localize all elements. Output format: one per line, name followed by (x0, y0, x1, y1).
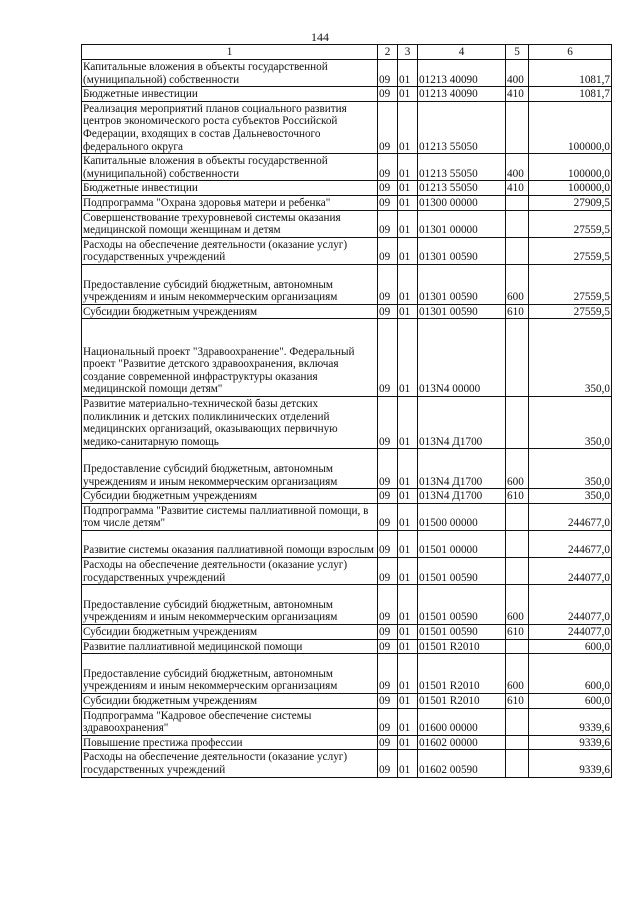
row-amount: 9339,6 (529, 708, 612, 735)
row-amount: 600,0 (529, 654, 612, 694)
row-expense-type: 600 (506, 654, 529, 694)
row-expense-type: 600 (506, 449, 529, 489)
row-subsection: 01 (398, 60, 418, 87)
row-section: 09 (378, 449, 398, 489)
row-amount: 600,0 (529, 639, 612, 654)
row-target-code: 013N4 Д1700 (418, 396, 506, 448)
row-name: Предоставление субсидий бюджетным, автономным учреждениям и иным некоммерческим организациям (82, 264, 378, 304)
row-name: Развитие паллиативной медицинской помощи (82, 639, 378, 654)
row-expense-type (506, 101, 529, 153)
row-amount: 9339,6 (529, 735, 612, 750)
table-row (82, 625, 612, 640)
row-target-code: 01301 00590 (418, 304, 506, 319)
row-name: Субсидии бюджетным учреждениям (82, 694, 378, 709)
row-target-code: 01602 00590 (418, 750, 506, 777)
page-number: 144 (311, 30, 329, 44)
row-target-code: 01213 55050 (418, 181, 506, 196)
row-target-code: 01500 00000 (418, 503, 506, 530)
table-row (82, 210, 612, 237)
row-name: Развитие материально-технической базы детских поликлиник и детских поликлинических отделений медицинских организаций, оказывающих первичную медико-санитарную помощь (82, 396, 378, 448)
row-name: Национальный проект "Здравоохранение". Федеральный проект "Развитие детского здравоохранения, включая создание современной инфраструктуры оказания медицинской помощи детям" (82, 319, 378, 397)
row-target-code: 01213 55050 (418, 154, 506, 181)
row-subsection: 01 (398, 154, 418, 181)
row-target-code: 013N4 Д1700 (418, 489, 506, 504)
row-section: 09 (378, 489, 398, 504)
row-target-code: 01301 00000 (418, 210, 506, 237)
col-header-amount: 6 (529, 45, 612, 60)
row-section: 09 (378, 154, 398, 181)
row-section: 09 (378, 694, 398, 709)
row-section: 09 (378, 503, 398, 530)
row-amount: 244077,0 (529, 625, 612, 640)
row-subsection: 01 (398, 87, 418, 102)
row-name: Предоставление субсидий бюджетным, автономным учреждениям и иным некоммерческим организациям (82, 585, 378, 625)
row-section: 09 (378, 60, 398, 87)
row-amount: 9339,6 (529, 750, 612, 777)
row-subsection: 01 (398, 210, 418, 237)
row-name: Подпрограмма "Развитие системы паллиативной помощи, в том числе детям" (82, 503, 378, 530)
row-amount: 100000,0 (529, 181, 612, 196)
row-target-code: 01501 00590 (418, 585, 506, 625)
table-row (82, 558, 612, 585)
row-name: Расходы на обеспечение деятельности (оказание услуг) государственных учреждений (82, 750, 378, 777)
row-name: Субсидии бюджетным учреждениям (82, 489, 378, 504)
row-section: 09 (378, 750, 398, 777)
row-subsection: 01 (398, 396, 418, 448)
row-name: Капитальные вложения в объекты государственной (муниципальной) собственности (82, 60, 378, 87)
table-row (82, 319, 612, 397)
row-expense-type (506, 530, 529, 557)
table-row (82, 708, 612, 735)
row-section: 09 (378, 181, 398, 196)
row-subsection: 01 (398, 735, 418, 750)
row-target-code: 01501 R2010 (418, 639, 506, 654)
row-name: Бюджетные инвестиции (82, 181, 378, 196)
row-name: Расходы на обеспечение деятельности (оказание услуг) государственных учреждений (82, 558, 378, 585)
row-target-code: 01213 55050 (418, 101, 506, 153)
row-subsection: 01 (398, 101, 418, 153)
row-amount: 27559,5 (529, 304, 612, 319)
row-section: 09 (378, 654, 398, 694)
col-header-target-code: 4 (418, 45, 506, 60)
col-header-subsection: 3 (398, 45, 418, 60)
row-target-code: 01501 R2010 (418, 694, 506, 709)
row-name: Расходы на обеспечение деятельности (оказание услуг) государственных учреждений (82, 237, 378, 264)
row-subsection: 01 (398, 304, 418, 319)
row-expense-type: 600 (506, 264, 529, 304)
row-amount: 100000,0 (529, 101, 612, 153)
row-name: Капитальные вложения в объекты государственной (муниципальной) собственности (82, 154, 378, 181)
row-expense-type (506, 237, 529, 264)
row-subsection: 01 (398, 694, 418, 709)
row-target-code: 013N4 Д1700 (418, 449, 506, 489)
row-expense-type (506, 708, 529, 735)
row-target-code: 01501 00590 (418, 625, 506, 640)
row-subsection: 01 (398, 558, 418, 585)
row-expense-type: 610 (506, 694, 529, 709)
table-row (82, 750, 612, 777)
row-expense-type (506, 396, 529, 448)
row-subsection: 01 (398, 708, 418, 735)
row-expense-type: 610 (506, 489, 529, 504)
row-amount: 100000,0 (529, 154, 612, 181)
row-name: Реализация мероприятий планов социального развития центров экономического роста субъектов Российской Федерации, входящих в состав Дальневосточного федерального округа (82, 101, 378, 153)
row-subsection: 01 (398, 625, 418, 640)
row-amount: 350,0 (529, 396, 612, 448)
row-target-code: 01300 00000 (418, 195, 506, 210)
row-expense-type: 400 (506, 60, 529, 87)
row-amount: 27559,5 (529, 264, 612, 304)
row-expense-type (506, 210, 529, 237)
table-row (82, 639, 612, 654)
row-amount: 27559,5 (529, 210, 612, 237)
row-section: 09 (378, 708, 398, 735)
table-row (82, 396, 612, 448)
table-row (82, 181, 612, 196)
row-subsection: 01 (398, 503, 418, 530)
table-row (82, 694, 612, 709)
table-row (82, 503, 612, 530)
row-target-code: 01501 00000 (418, 530, 506, 557)
row-expense-type (506, 558, 529, 585)
col-header-section: 2 (378, 45, 398, 60)
row-subsection: 01 (398, 195, 418, 210)
row-name: Субсидии бюджетным учреждениям (82, 304, 378, 319)
table-row (82, 735, 612, 750)
table-row (82, 449, 612, 489)
row-expense-type (506, 735, 529, 750)
row-name: Бюджетные инвестиции (82, 87, 378, 102)
row-section: 09 (378, 585, 398, 625)
table-row (82, 530, 612, 557)
row-subsection: 01 (398, 750, 418, 777)
table-row (82, 87, 612, 102)
row-amount: 1081,7 (529, 60, 612, 87)
row-target-code: 01602 00000 (418, 735, 506, 750)
row-subsection: 01 (398, 319, 418, 397)
row-name: Подпрограмма "Охрана здоровья матери и ребенка" (82, 195, 378, 210)
row-target-code: 01501 R2010 (418, 654, 506, 694)
row-expense-type (506, 750, 529, 777)
row-subsection: 01 (398, 585, 418, 625)
row-section: 09 (378, 319, 398, 397)
col-header-expense-type: 5 (506, 45, 529, 60)
row-subsection: 01 (398, 237, 418, 264)
row-section: 09 (378, 101, 398, 153)
row-section: 09 (378, 237, 398, 264)
table-row (82, 101, 612, 153)
row-expense-type: 400 (506, 154, 529, 181)
row-section: 09 (378, 195, 398, 210)
row-name: Субсидии бюджетным учреждениям (82, 625, 378, 640)
row-target-code: 01501 00590 (418, 558, 506, 585)
row-section: 09 (378, 639, 398, 654)
row-expense-type: 600 (506, 585, 529, 625)
row-name: Предоставление субсидий бюджетным, автономным учреждениям и иным некоммерческим организациям (82, 654, 378, 694)
row-expense-type (506, 503, 529, 530)
row-target-code: 01600 00000 (418, 708, 506, 735)
row-expense-type: 610 (506, 625, 529, 640)
col-header-name: 1 (82, 45, 378, 60)
row-amount: 1081,7 (529, 87, 612, 102)
row-subsection: 01 (398, 264, 418, 304)
table-row (82, 489, 612, 504)
row-section: 09 (378, 530, 398, 557)
table-row (82, 654, 612, 694)
row-target-code: 01301 00590 (418, 237, 506, 264)
row-amount: 350,0 (529, 489, 612, 504)
table-row (82, 195, 612, 210)
row-section: 09 (378, 264, 398, 304)
row-name: Предоставление субсидий бюджетным, автономным учреждениям и иным некоммерческим организациям (82, 449, 378, 489)
row-name: Развитие системы оказания паллиативной помощи взрослым (82, 530, 378, 557)
row-amount: 27909,5 (529, 195, 612, 210)
row-expense-type: 610 (506, 304, 529, 319)
budget-table (81, 44, 612, 778)
row-amount: 350,0 (529, 449, 612, 489)
row-section: 09 (378, 558, 398, 585)
row-subsection: 01 (398, 449, 418, 489)
row-amount: 600,0 (529, 694, 612, 709)
row-subsection: 01 (398, 181, 418, 196)
table-row (82, 60, 612, 87)
row-section: 09 (378, 304, 398, 319)
column-number-header (82, 45, 612, 60)
row-target-code: 01213 40090 (418, 87, 506, 102)
row-target-code: 01301 00590 (418, 264, 506, 304)
table-row (82, 585, 612, 625)
row-name: Подпрограмма "Кадровое обеспечение системы здравоохранения" (82, 708, 378, 735)
row-amount: 27559,5 (529, 237, 612, 264)
row-amount: 244677,0 (529, 530, 612, 557)
row-expense-type (506, 639, 529, 654)
row-expense-type (506, 319, 529, 397)
row-name: Совершенствование трехуровневой системы оказания медицинской помощи женщинам и детям (82, 210, 378, 237)
row-section: 09 (378, 87, 398, 102)
table-row (82, 304, 612, 319)
row-target-code: 01213 40090 (418, 60, 506, 87)
table-body (82, 60, 612, 778)
row-name: Повышение престижа профессии (82, 735, 378, 750)
row-subsection: 01 (398, 530, 418, 557)
row-subsection: 01 (398, 489, 418, 504)
row-section: 09 (378, 396, 398, 448)
row-expense-type: 410 (506, 181, 529, 196)
row-section: 09 (378, 735, 398, 750)
row-section: 09 (378, 210, 398, 237)
table-row (82, 264, 612, 304)
row-subsection: 01 (398, 654, 418, 694)
row-expense-type: 410 (506, 87, 529, 102)
row-amount: 350,0 (529, 319, 612, 397)
row-amount: 244677,0 (529, 503, 612, 530)
row-section: 09 (378, 625, 398, 640)
table-row (82, 237, 612, 264)
row-expense-type (506, 195, 529, 210)
row-target-code: 013N4 00000 (418, 319, 506, 397)
table-row (82, 154, 612, 181)
row-amount: 244077,0 (529, 558, 612, 585)
row-subsection: 01 (398, 639, 418, 654)
row-amount: 244077,0 (529, 585, 612, 625)
